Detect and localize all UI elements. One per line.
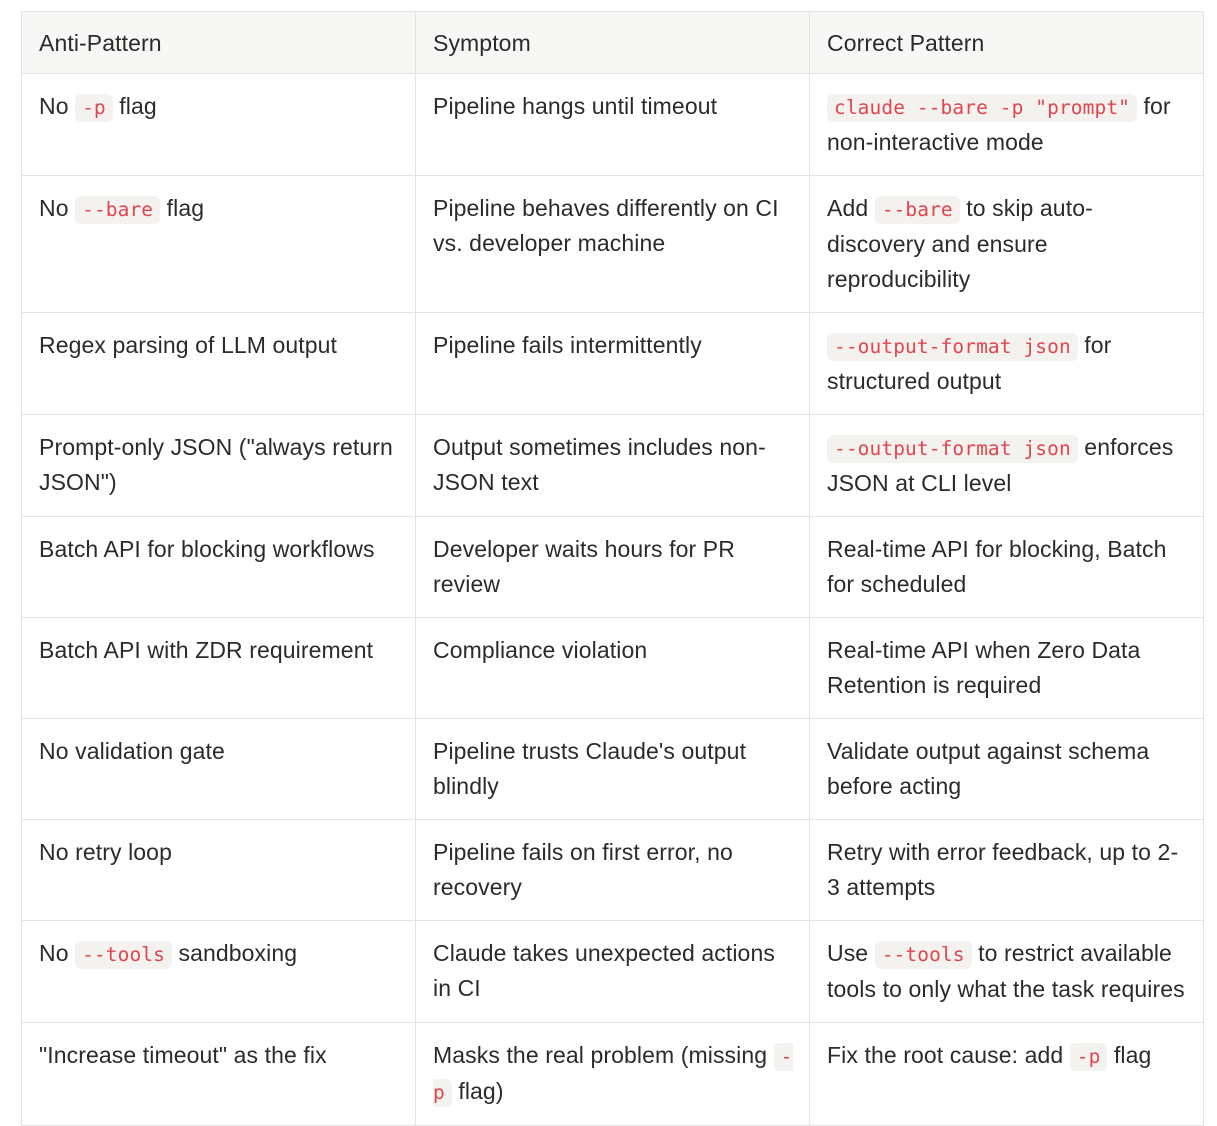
cell-symptom xyxy=(416,313,810,415)
cell-text: to skip auto-discovery and ensure reproducibility xyxy=(827,195,1093,292)
table-row xyxy=(22,618,1204,719)
cell-text: Pipeline hangs until timeout xyxy=(433,93,718,119)
table-row xyxy=(22,719,1204,820)
cell-text: Validate output against schema before acting xyxy=(827,738,1150,799)
cell-text: No xyxy=(39,940,76,966)
cell-text: Regex parsing of LLM output xyxy=(39,332,338,358)
inline-code: --tools xyxy=(875,941,972,969)
cell-correct-pattern xyxy=(810,74,1204,176)
cell-text: flag xyxy=(112,93,157,119)
cell-text: Pipeline fails intermittently xyxy=(433,332,702,358)
cell-text: Developer waits hours for PR review xyxy=(433,536,735,597)
inline-code: -p xyxy=(433,1043,793,1107)
cell-text: flag) xyxy=(451,1078,504,1104)
cell-text: Retry with error feedback, up to 2-3 attempts xyxy=(827,839,1179,900)
cell-anti-pattern xyxy=(22,74,416,176)
cell-text: for structured output xyxy=(827,332,1112,394)
cell-symptom xyxy=(416,618,810,719)
cell-anti-pattern xyxy=(22,820,416,921)
anti-pattern-table xyxy=(21,11,1204,1126)
header-anti-pattern: Anti-Pattern xyxy=(22,12,416,74)
cell-text: Use xyxy=(827,940,875,966)
cell-text: Batch API with ZDR requirement xyxy=(39,637,374,663)
cell-correct-pattern xyxy=(810,313,1204,415)
cell-anti-pattern xyxy=(22,415,416,517)
cell-correct-pattern xyxy=(810,176,1204,313)
cell-text: sandboxing xyxy=(171,940,298,966)
inline-code: -p xyxy=(1070,1043,1108,1071)
cell-symptom xyxy=(416,719,810,820)
cell-text: No validation gate xyxy=(39,738,225,764)
table-row xyxy=(22,74,1204,176)
cell-text: No retry loop xyxy=(39,839,172,865)
table-row xyxy=(22,921,1204,1023)
table-row xyxy=(22,415,1204,517)
table-row xyxy=(22,176,1204,313)
table-row xyxy=(22,313,1204,415)
cell-correct-pattern xyxy=(810,415,1204,517)
cell-text: enforces JSON at CLI level xyxy=(827,434,1174,496)
cell-anti-pattern xyxy=(22,618,416,719)
cell-correct-pattern xyxy=(810,719,1204,820)
cell-anti-pattern xyxy=(22,719,416,820)
cell-symptom xyxy=(416,1023,810,1126)
inline-code: --output-format json xyxy=(827,333,1078,361)
cell-anti-pattern xyxy=(22,1023,416,1126)
cell-anti-pattern xyxy=(22,921,416,1023)
cell-text: flag xyxy=(160,195,205,221)
inline-code: -p xyxy=(75,94,113,122)
cell-text: No xyxy=(39,195,76,221)
cell-text: Batch API for blocking workflows xyxy=(39,536,375,562)
cell-correct-pattern xyxy=(810,517,1204,618)
cell-text: "Increase timeout" as the fix xyxy=(39,1042,327,1068)
cell-correct-pattern xyxy=(810,921,1204,1023)
cell-symptom xyxy=(416,820,810,921)
header-correct-pattern: Correct Pattern xyxy=(810,12,1204,74)
content-area xyxy=(21,11,1203,1126)
cell-text: Pipeline trusts Claude's output blindly xyxy=(433,738,747,799)
table-row xyxy=(22,517,1204,618)
cell-correct-pattern xyxy=(810,618,1204,719)
cell-symptom xyxy=(416,415,810,517)
cell-correct-pattern xyxy=(810,1023,1204,1126)
cell-text: Real-time API for blocking, Batch for scheduled xyxy=(827,536,1167,597)
cell-text: Prompt-only JSON ("always return JSON") xyxy=(39,434,393,495)
cell-text: Real-time API when Zero Data Retention is required xyxy=(827,637,1141,698)
cell-anti-pattern xyxy=(22,517,416,618)
cell-correct-pattern xyxy=(810,820,1204,921)
cell-symptom xyxy=(416,176,810,313)
cell-symptom xyxy=(416,74,810,176)
inline-code: --output-format json xyxy=(827,435,1078,463)
cell-text: Pipeline fails on first error, no recovery xyxy=(433,839,733,900)
cell-text: Fix the root cause: add xyxy=(827,1042,1070,1068)
inline-code: --bare xyxy=(75,196,160,224)
cell-anti-pattern xyxy=(22,176,416,313)
cell-text: flag xyxy=(1107,1042,1152,1068)
inline-code: --bare xyxy=(875,196,960,224)
inline-code: --tools xyxy=(75,941,172,969)
table-body xyxy=(22,74,1204,1126)
cell-text: Compliance violation xyxy=(433,637,648,663)
cell-text: Claude takes unexpected actions in CI xyxy=(433,940,775,1001)
cell-symptom xyxy=(416,921,810,1023)
cell-text: Output sometimes includes non-JSON text xyxy=(433,434,766,495)
cell-text: for non-interactive mode xyxy=(827,93,1171,155)
cell-text: to restrict available tools to only what the task requires xyxy=(827,940,1185,1002)
cell-anti-pattern xyxy=(22,313,416,415)
cell-symptom xyxy=(416,517,810,618)
table-row xyxy=(22,1023,1204,1126)
inline-code: claude --bare -p "prompt" xyxy=(827,94,1137,122)
cell-text: Masks the real problem (missing xyxy=(433,1042,774,1068)
header-symptom: Symptom xyxy=(416,12,810,74)
table-header-row xyxy=(22,12,1204,74)
table-row xyxy=(22,820,1204,921)
cell-text: No xyxy=(39,93,76,119)
cell-text: Pipeline behaves differently on CI vs. developer machine xyxy=(433,195,779,256)
cell-text: Add xyxy=(827,195,875,221)
